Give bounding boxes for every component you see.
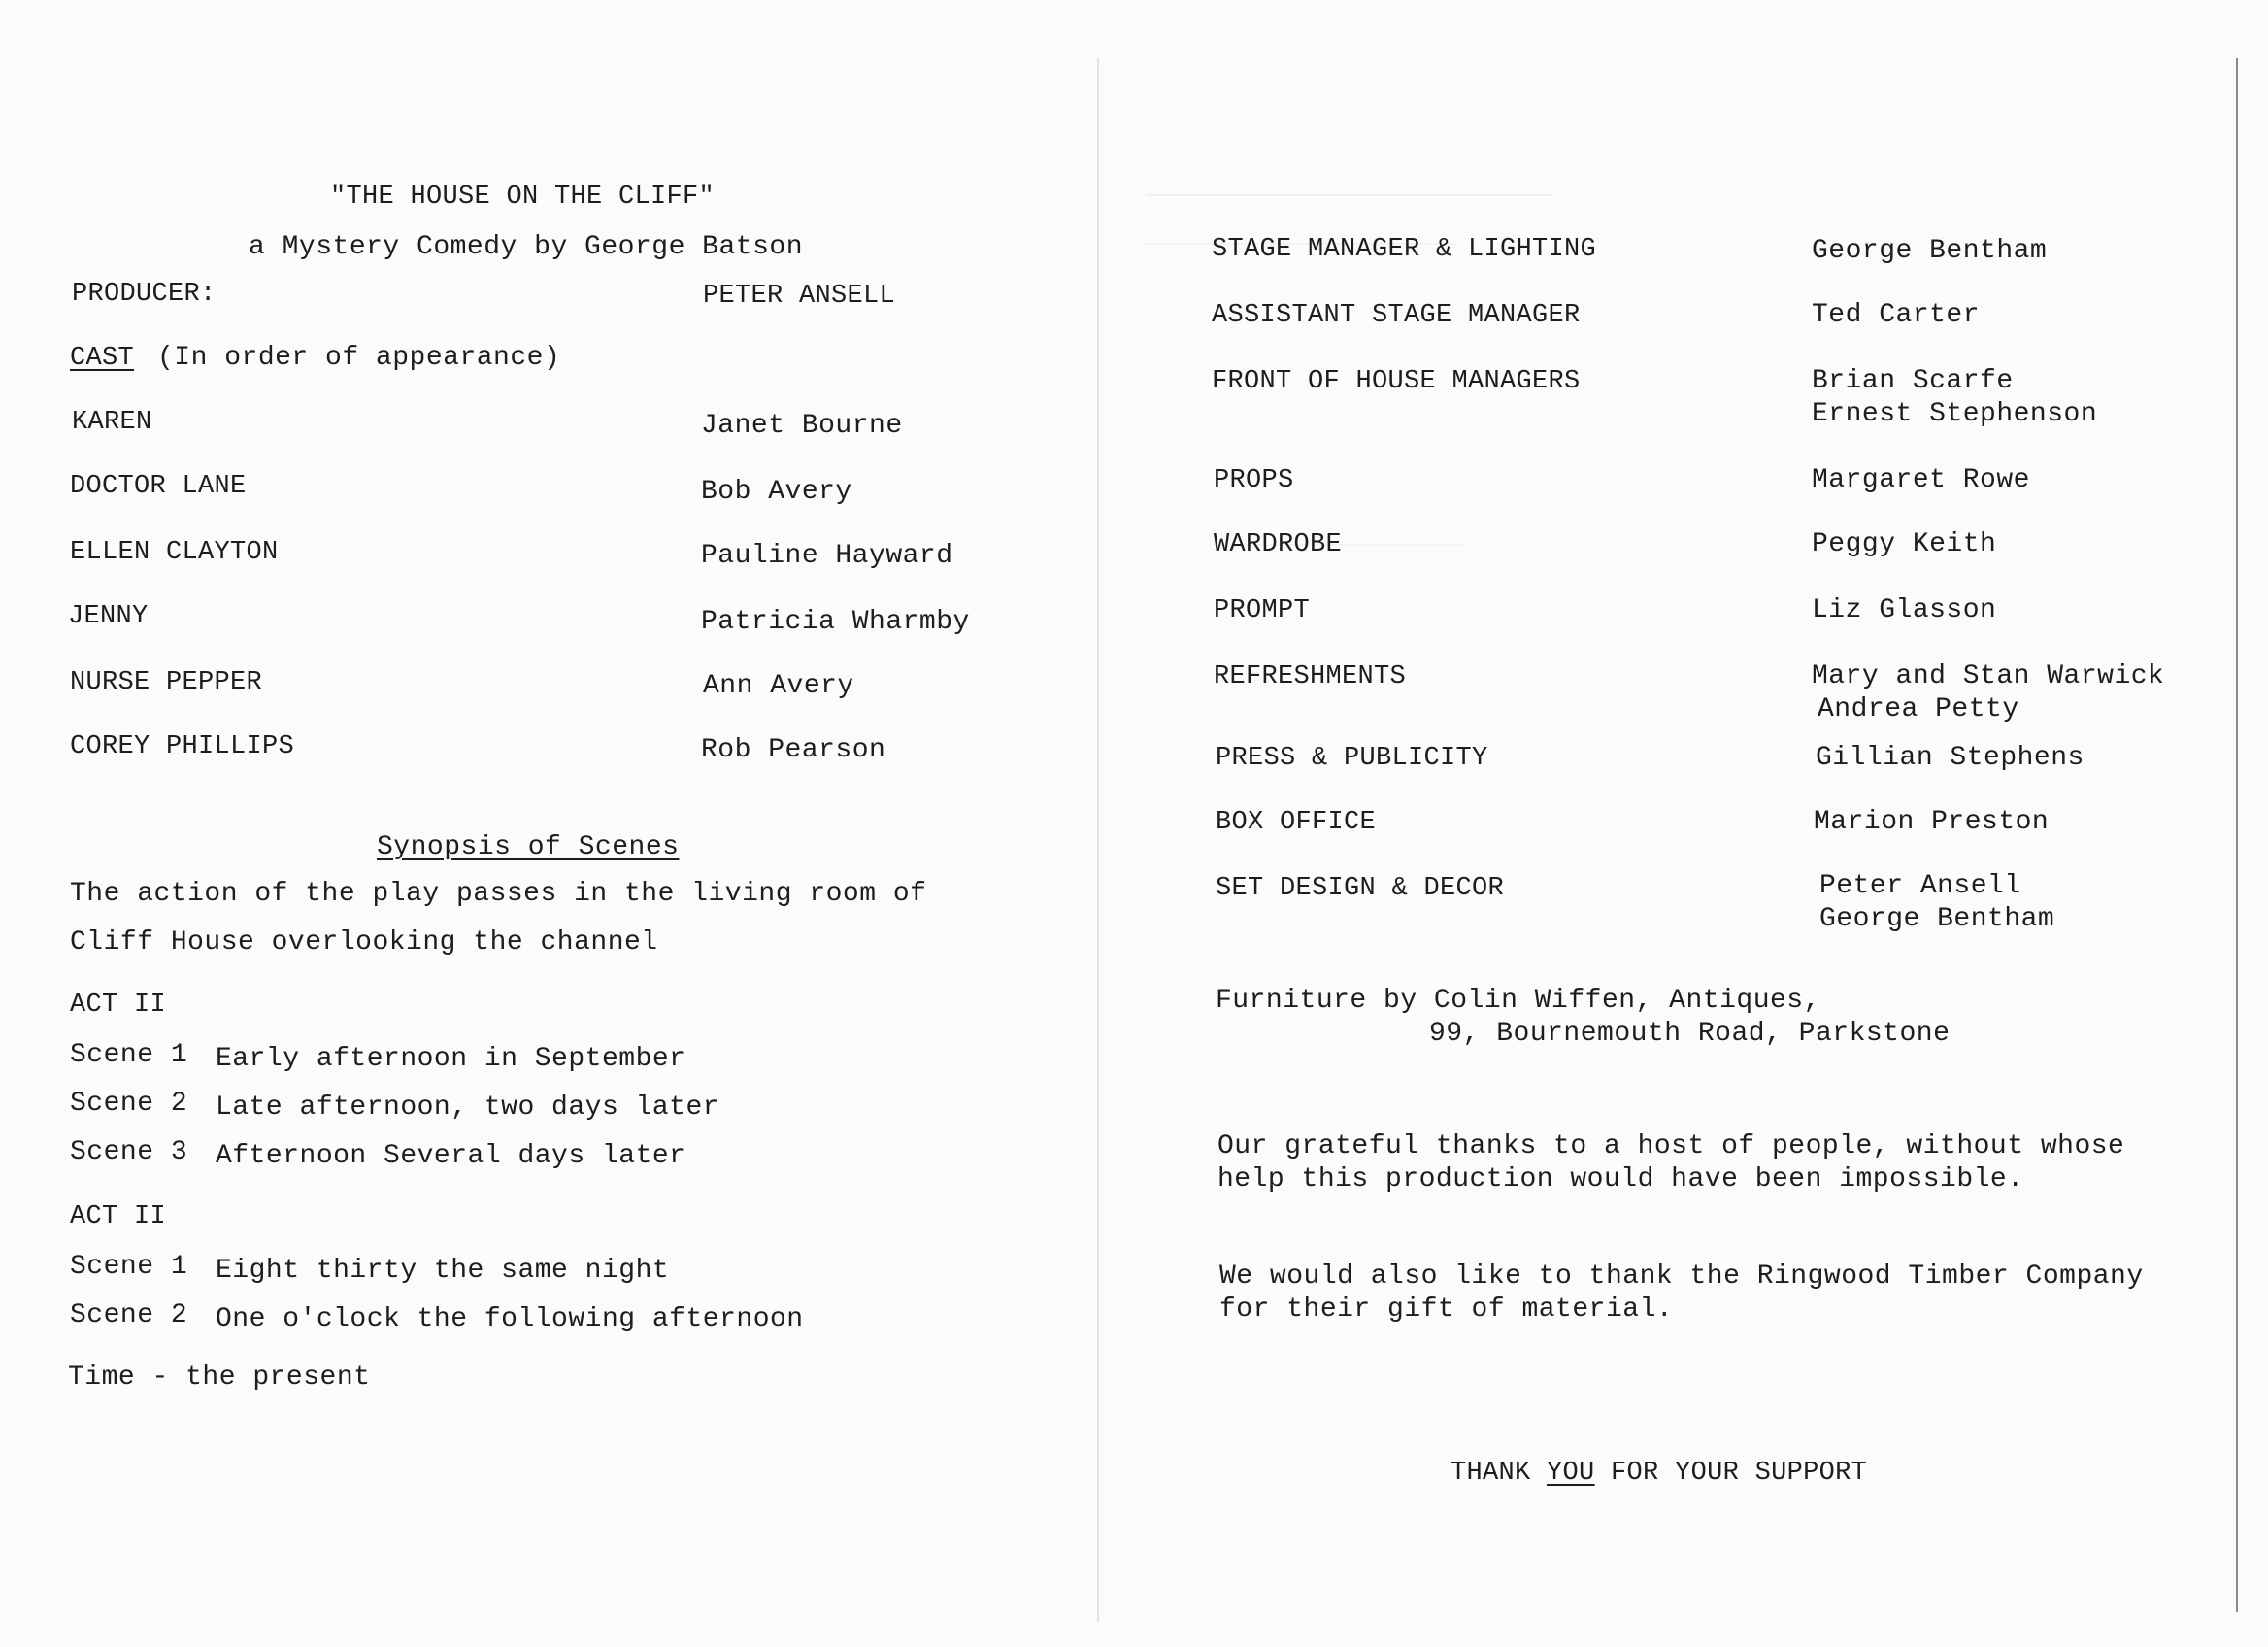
crew-name: Peter Ansell	[1819, 871, 2021, 901]
crew-role: STAGE MANAGER & LIGHTING	[1212, 235, 1597, 264]
crew-name: Andrea Petty	[1818, 694, 2019, 724]
synopsis-line: Cliff House overlooking the channel	[70, 927, 658, 958]
scene-description: One o'clock the following afternoon	[216, 1304, 804, 1334]
cast-actor: Ann Avery	[703, 671, 854, 701]
furniture-address: 99, Bournemouth Road, Parkstone	[1429, 1019, 1951, 1049]
cast-role: DOCTOR LANE	[70, 472, 247, 501]
thanks-line: Our grateful thanks to a host of people, without whose	[1217, 1131, 2125, 1161]
thanks-line: for their gift of material.	[1219, 1294, 1674, 1325]
crew-name: Gillian Stephens	[1816, 743, 2085, 773]
crew-role: WARDROBE	[1214, 530, 1343, 559]
thanks-line: We would also like to thank the Ringwood Timber Company	[1219, 1261, 2144, 1292]
synopsis-line: The action of the play passes in the living room of	[70, 879, 927, 909]
crew-role: ASSISTANT STAGE MANAGER	[1212, 301, 1581, 330]
time-note: Time - the present	[68, 1362, 371, 1393]
producer-name: PETER ANSELL	[703, 282, 896, 311]
cast-actor: Janet Bourne	[701, 411, 903, 441]
paper-edge	[2236, 58, 2238, 1612]
show-through-mark	[1146, 194, 1553, 214]
furniture-credit: Furniture by Colin Wiffen, Antiques,	[1216, 986, 1820, 1016]
cast-role: ELLEN CLAYTON	[70, 538, 279, 567]
crew-name: Ernest Stephenson	[1812, 399, 2098, 429]
crew-name: Marion Preston	[1814, 807, 2050, 837]
thanks-line: help this production would have been impossible.	[1217, 1164, 2024, 1194]
crew-role: SET DESIGN & DECOR	[1216, 874, 1505, 903]
scene-number: Scene 2	[70, 1089, 188, 1119]
scene-description: Late afternoon, two days later	[216, 1092, 720, 1123]
cast-heading: CAST	[70, 344, 135, 373]
act-label: ACT II	[70, 1202, 167, 1231]
cast-role: NURSE PEPPER	[70, 668, 263, 697]
crew-name: Peggy Keith	[1812, 529, 1997, 559]
crew-name: George Bentham	[1812, 236, 2048, 266]
play-subtitle: a Mystery Comedy by George Batson	[249, 232, 803, 262]
crew-name: George Bentham	[1819, 904, 2055, 934]
scene-description: Afternoon Several days later	[216, 1141, 686, 1171]
cast-actor: Rob Pearson	[701, 735, 886, 765]
crew-name: Brian Scarfe	[1812, 366, 2014, 396]
crew-role: REFRESHMENTS	[1214, 662, 1407, 691]
cast-role: COREY PHILLIPS	[70, 732, 295, 761]
cast-actor: Patricia Wharmby	[701, 607, 970, 637]
crew-name: Ted Carter	[1812, 300, 1981, 330]
crew-name: Liz Glasson	[1812, 595, 1997, 625]
page-fold	[1097, 58, 1099, 1622]
scene-number: Scene 1	[70, 1040, 188, 1070]
play-title: "THE HOUSE ON THE CLIFF"	[330, 183, 716, 212]
act-label: ACT II	[70, 991, 167, 1020]
cast-note: (In order of appearance)	[157, 343, 561, 373]
crew-role: PROMPT	[1214, 596, 1311, 625]
scene-description: Eight thirty the same night	[216, 1256, 670, 1286]
crew-role: FRONT OF HOUSE MANAGERS	[1212, 367, 1581, 396]
cast-actor: Pauline Hayward	[701, 541, 953, 571]
synopsis-heading: Synopsis of Scenes	[377, 832, 680, 862]
producer-label: PRODUCER:	[72, 280, 217, 309]
scene-number: Scene 2	[70, 1300, 188, 1330]
scene-number: Scene 3	[70, 1137, 188, 1167]
cast-role: JENNY	[68, 602, 149, 631]
cast-role: KAREN	[72, 408, 152, 437]
crew-role: BOX OFFICE	[1216, 808, 1377, 837]
crew-role: PROPS	[1214, 466, 1294, 495]
closing-line	[1451, 1457, 1867, 1490]
crew-name: Margaret Rowe	[1812, 465, 2030, 495]
closing-text: THANK	[1451, 1459, 1548, 1488]
cast-actor: Bob Avery	[701, 477, 852, 507]
closing-text: FOR YOUR SUPPORT	[1594, 1459, 1868, 1488]
closing-emphasis: YOU	[1547, 1459, 1595, 1488]
crew-name: Mary and Stan Warwick	[1812, 661, 2165, 691]
scene-description: Early afternoon in September	[216, 1044, 686, 1074]
scene-number: Scene 1	[70, 1252, 188, 1282]
crew-role: PRESS & PUBLICITY	[1216, 744, 1488, 773]
